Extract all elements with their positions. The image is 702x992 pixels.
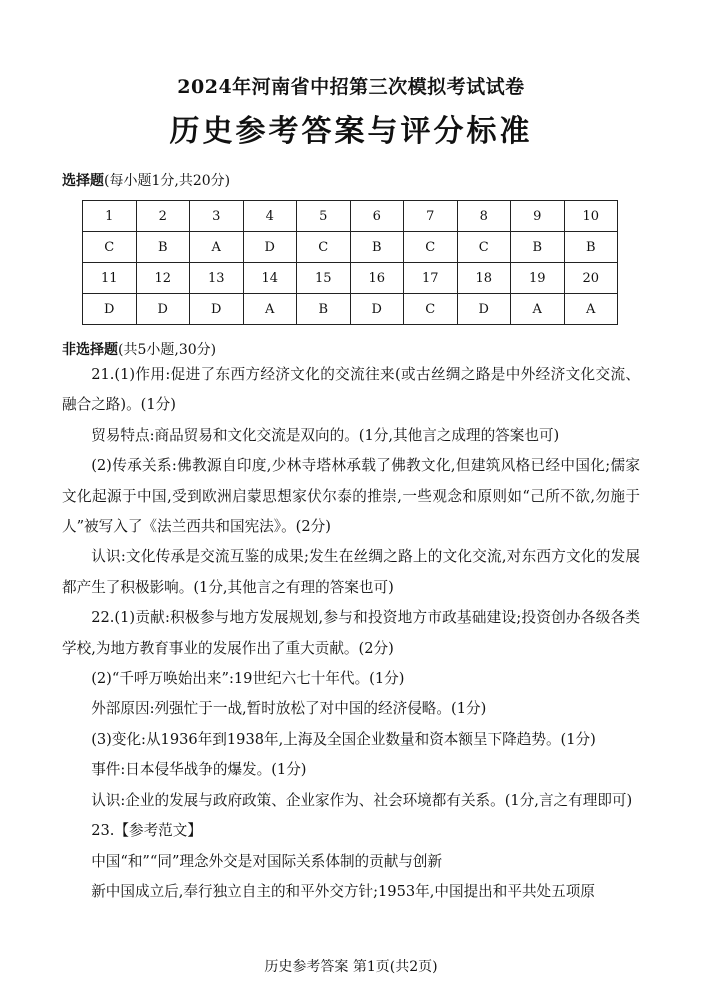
table-cell: 4 [243, 201, 297, 232]
answer-paragraph: (3)变化:从1936年到1938年,上海及全国企业数量和资本额呈下降趋势。(1分) [91, 730, 596, 748]
table-cell: 20 [564, 263, 618, 294]
answer-paragraph: 中国“和”“同”理念外交是对国际关系体制的贡献与创新 [91, 852, 443, 870]
table-row [83, 201, 618, 232]
table-cell: 7 [404, 201, 458, 232]
table-cell: 3 [190, 201, 244, 232]
page-footer: 历史参考答案 第1页(共2页) [264, 959, 438, 975]
table-cell: A [190, 232, 244, 263]
answer-paragraph: 外部原因:列强忙于一战,暂时放松了对中国的经济侵略。(1分) [91, 700, 487, 718]
table-cell: A [564, 294, 618, 325]
answer-paragraph: 21.(1)作用:促进了东西方经济文化的交流往来(或古丝绸之路是中外经济文化交流、融合之路)。(1分) [62, 366, 640, 414]
table-cell: 10 [564, 201, 618, 232]
choice-answer-table [82, 200, 618, 325]
table-cell: C [297, 232, 351, 263]
answer-paragraph: (2)传承关系:佛教源自印度,少林寺塔林承载了佛教文化,但建筑风格已经中国化;儒家文化起源于中国,受到欧洲启蒙思想家伏尔泰的推崇,一些观念和原则如“己所不欲,勿施于人”被写入了《法兰西共和国宪法》。(2分) [62, 457, 640, 536]
answer-paragraph: (2)“千呼万唤始出来”:19世纪六七十年代。(1分) [91, 670, 405, 688]
table-cell: D [190, 294, 244, 325]
open-section-note: (共5小题,30分) [118, 342, 217, 358]
table-cell: C [457, 232, 511, 263]
table-cell: 13 [190, 263, 244, 294]
table-cell: D [457, 294, 511, 325]
table-row [83, 294, 618, 325]
answer-paragraph: 事件:日本侵华战争的爆发。(1分) [91, 761, 307, 779]
table-cell: 8 [457, 201, 511, 232]
table-cell: D [136, 294, 190, 325]
choice-section-label: 选择题 [62, 173, 104, 189]
table-cell: 16 [350, 263, 404, 294]
open-section-label: 非选择题 [62, 342, 118, 358]
table-cell: 18 [457, 263, 511, 294]
table-row [83, 263, 618, 294]
table-cell: D [350, 294, 404, 325]
answer-paragraph: 认识:企业的发展与政府政策、企业家作为、社会环境都有关系。(1分,言之有理即可) [91, 791, 633, 809]
table-cell: 1 [83, 201, 137, 232]
table-cell: 11 [83, 263, 137, 294]
choice-section-heading [62, 170, 230, 190]
table-cell: A [511, 294, 565, 325]
answer-paragraph: 认识:文化传承是交流互鉴的成果;发生在丝绸之路上的文化交流,对东西方文化的发展都产生了积极影响。(1分,其他言之有理的答案也可) [62, 548, 640, 596]
answer-paragraph: 新中国成立后,奉行独立自主的和平外交方针;1953年,中国提出和平共处五项原 [91, 882, 595, 900]
table-cell: 17 [404, 263, 458, 294]
table-cell: C [404, 294, 458, 325]
table-cell: B [511, 232, 565, 263]
table-cell: D [243, 232, 297, 263]
table-cell: D [83, 294, 137, 325]
table-cell: 19 [511, 263, 565, 294]
table-cell: B [297, 294, 351, 325]
answer-content [62, 360, 640, 907]
table-cell: 15 [297, 263, 351, 294]
table-cell: B [136, 232, 190, 263]
table-cell: 9 [511, 201, 565, 232]
answer-paragraph: 23.【参考范文】 [91, 822, 202, 840]
table-cell: 5 [297, 201, 351, 232]
table-cell: 14 [243, 263, 297, 294]
answer-paragraph: 22.(1)贡献:积极参与地方发展规划,参与和投资地方市政基础建设;投资创办各级各类学校,为地方教育事业的发展作出了重大贡献。(2分) [62, 609, 640, 657]
table-row [83, 232, 618, 263]
exam-title: 2024年河南省中招第三次模拟考试试卷 [177, 76, 525, 98]
table-cell: A [243, 294, 297, 325]
table-cell: C [83, 232, 137, 263]
answer-paragraph: 贸易特点:商品贸易和文化交流是双向的。(1分,其他言之成理的答案也可) [91, 426, 560, 444]
open-section-heading [62, 339, 216, 359]
table-cell: 12 [136, 263, 190, 294]
document-title: 历史参考答案与评分标准 [169, 114, 533, 149]
table-cell: C [404, 232, 458, 263]
table-cell: 6 [350, 201, 404, 232]
choice-section-note: (每小题1分,共20分) [104, 173, 231, 189]
table-cell: 2 [136, 201, 190, 232]
table-cell: B [564, 232, 618, 263]
table-cell: B [350, 232, 404, 263]
